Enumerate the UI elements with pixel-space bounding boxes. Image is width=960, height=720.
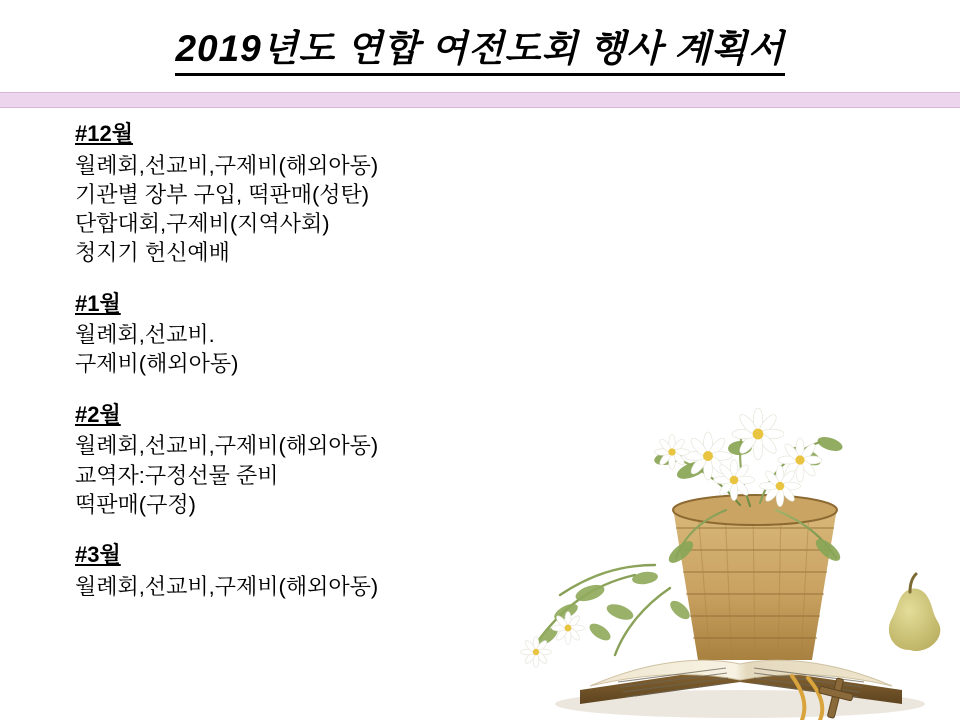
schedule-line: 교역자:구정선물 준비 bbox=[75, 462, 279, 488]
schedule-line: 월례회,선교비,구제비(해외아동) bbox=[75, 152, 379, 178]
schedule-line: 단합대회,구제비(지역사회) bbox=[75, 211, 330, 237]
slide-title-area bbox=[0, 28, 960, 76]
schedule-list bbox=[75, 120, 635, 601]
schedule-group bbox=[75, 401, 635, 519]
schedule-group-heading: #1월 bbox=[75, 290, 121, 316]
schedule-group bbox=[75, 541, 635, 601]
schedule-group-heading: #12월 bbox=[75, 121, 133, 146]
schedule-line: 월례회,선교비,구제비(해외아동) bbox=[75, 433, 379, 459]
schedule-group bbox=[75, 120, 635, 268]
schedule-line: 월례회,선교비. bbox=[75, 322, 215, 348]
schedule-line: 기관별 장부 구입, 떡판매(성탄) bbox=[75, 181, 370, 207]
schedule-group-heading: #2월 bbox=[75, 401, 121, 427]
schedule-line: 월례회,선교비,구제비(해외아동) bbox=[75, 573, 379, 599]
schedule-line: 청지기 헌신예배 bbox=[75, 240, 230, 266]
schedule-group-heading: #3월 bbox=[75, 542, 121, 568]
page-title: 2019년도 연합 여전도회 행사 계획서 bbox=[175, 28, 784, 76]
schedule-line: 떡판매(구정) bbox=[75, 491, 196, 517]
schedule-group bbox=[75, 290, 635, 379]
title-divider-band bbox=[0, 92, 960, 108]
schedule-line: 구제비(해외아동) bbox=[75, 351, 239, 377]
